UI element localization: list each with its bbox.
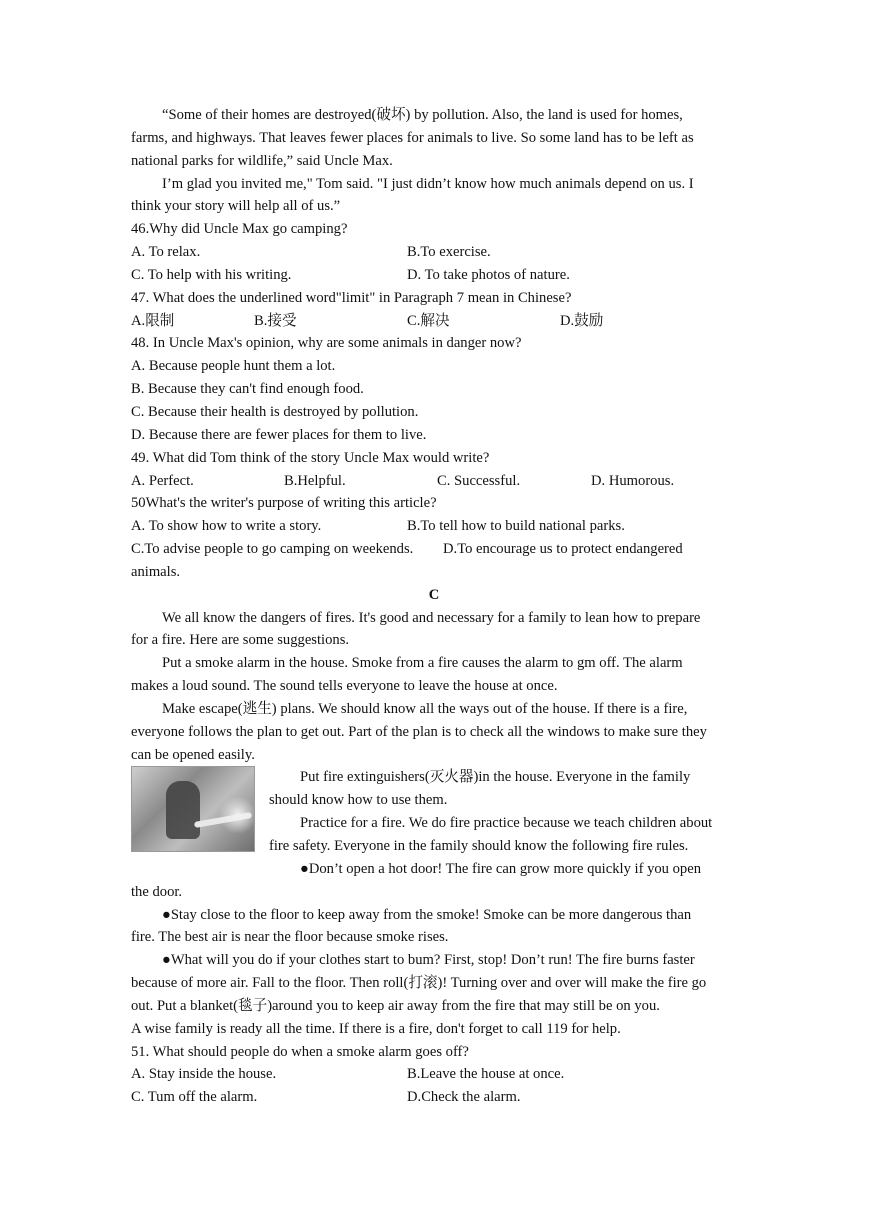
photo-wrap-block [131, 766, 737, 880]
option-d: D.Check the alarm. [407, 1089, 521, 1106]
option-a: A. Perfect. [131, 472, 194, 489]
option-a: A. To relax. [131, 244, 201, 261]
question-50 [131, 492, 737, 583]
text-line: ●Don’t open a hot door! The fire can grow more quickly if you open [300, 860, 701, 877]
option-c: C. Because their health is destroyed by pollution. [131, 403, 419, 420]
options-row [131, 264, 737, 287]
options-row [131, 538, 737, 561]
option-d: D. Humorous. [591, 472, 675, 489]
text-line: farms, and highways. That leaves fewer places for animals to live. So some land has to be left as [131, 129, 694, 146]
option-d-continued: animals. [131, 563, 181, 580]
text-line: ●Stay close to the floor to keep away from the smoke! Smoke can be more dangerous than [162, 906, 692, 923]
option-b: B.To exercise. [407, 244, 491, 261]
question-48 [131, 332, 737, 446]
text-line: A wise family is ready all the time. If there is a fire, don't forget to call 119 for help. [131, 1020, 621, 1037]
exam-page [131, 104, 737, 1109]
question-stem: 50What's the writer's purpose of writing this article? [131, 495, 437, 512]
text-line: Practice for a fire. We do fire practice because we teach children about [300, 815, 713, 832]
text-line: We all know the dangers of fires. It's good and necessary for a family to lean how to prepare [162, 609, 701, 626]
option-d: D. Because there are fewer places for them to live. [131, 426, 427, 443]
text-line: for a fire. Here are some suggestions. [131, 632, 350, 649]
option-c: C. Successful. [437, 472, 521, 489]
options-row [131, 470, 737, 493]
option-b: B.Helpful. [284, 472, 346, 489]
text-line: out. Put a blanket(毯子)around you to keep air away from the fire that may still be on you. [131, 997, 660, 1014]
question-stem: 47. What does the underlined word"limit" in Paragraph 7 mean in Chinese? [131, 289, 572, 306]
option-a: A. Stay inside the house. [131, 1066, 277, 1083]
option-a: A.限制 [131, 312, 175, 329]
option-c: C.解决 [407, 312, 450, 329]
options-row [131, 310, 737, 333]
options-row [131, 515, 737, 538]
option-d: D.To encourage us to protect endangered [443, 541, 683, 558]
option-a: A. To show how to write a story. [131, 518, 322, 535]
text-line: fire. The best air is near the floor because smoke rises. [131, 929, 449, 946]
options-row [131, 1086, 737, 1109]
option-b: B.To tell how to build national parks. [407, 518, 625, 535]
question-stem: 46.Why did Uncle Max go camping? [131, 221, 348, 238]
question-stem: 51. What should people do when a smoke alarm goes off? [131, 1043, 469, 1060]
text-line: think your story will help all of us.” [131, 198, 341, 215]
text-line: fire safety. Everyone in the family should know the following fire rules. [269, 838, 689, 854]
option-b: B.Leave the house at once. [407, 1066, 565, 1083]
text-line: everyone follows the plan to get out. Part of the plan is to check all the windows to make sure they [131, 723, 707, 740]
option-d: D. To take photos of nature. [407, 266, 570, 283]
text-line: makes a loud sound. The sound tells everyone to leave the house at once. [131, 678, 558, 695]
text-line: can be opened easily. [131, 746, 255, 763]
option-c: C.To advise people to go camping on weekends. [131, 541, 414, 558]
text-line: national parks for wildlife,” said Uncle Max. [131, 152, 393, 169]
option-b: B.接受 [254, 312, 297, 329]
section-heading: C [428, 586, 440, 603]
options-row [131, 1063, 737, 1086]
question-51 [131, 1041, 737, 1110]
text-line: Put a smoke alarm in the house. Smoke from a fire causes the alarm to gm off. The alarm [162, 655, 683, 672]
text-line: ●What will you do if your clothes start to bum? First, stop! Don’t run! The fire burns faster [162, 952, 695, 969]
firefighter-photo-icon [131, 766, 255, 852]
passage-c [131, 607, 737, 1041]
question-stem: 48. In Uncle Max's opinion, why are some animals in danger now? [131, 335, 522, 352]
text-line: “Some of their homes are destroyed(破坏) by pollution. Also, the land is used for homes, [162, 107, 683, 123]
question-stem: 49. What did Tom think of the story Uncle Max would write? [131, 449, 490, 466]
text-line: Put fire extinguishers(灭火器)in the house. Everyone in the family [300, 769, 691, 786]
options-row [131, 241, 737, 264]
question-47 [131, 287, 737, 333]
text-line: the door. [131, 883, 183, 900]
text-line: should know how to use them. [269, 792, 448, 809]
option-a: A. Because people hunt them a lot. [131, 358, 336, 375]
option-c: C. Tum off the alarm. [131, 1089, 258, 1106]
option-c: C. To help with his writing. [131, 266, 292, 283]
option-d: D.鼓励 [560, 312, 604, 329]
passage-b-ending [131, 104, 737, 218]
question-46 [131, 218, 737, 287]
text-line: because of more air. Fall to the floor. Then roll(打滚)! Turning over and over will make the fire go [131, 975, 707, 992]
question-49 [131, 447, 737, 493]
option-b: B. Because they can't find enough food. [131, 381, 364, 398]
text-line: I’m glad you invited me," Tom said. "I just didn’t know how much animals depend on us. I [162, 175, 694, 192]
text-line: Make escape(逃生) plans. We should know all the ways out of the house. If there is a fire, [162, 700, 688, 717]
